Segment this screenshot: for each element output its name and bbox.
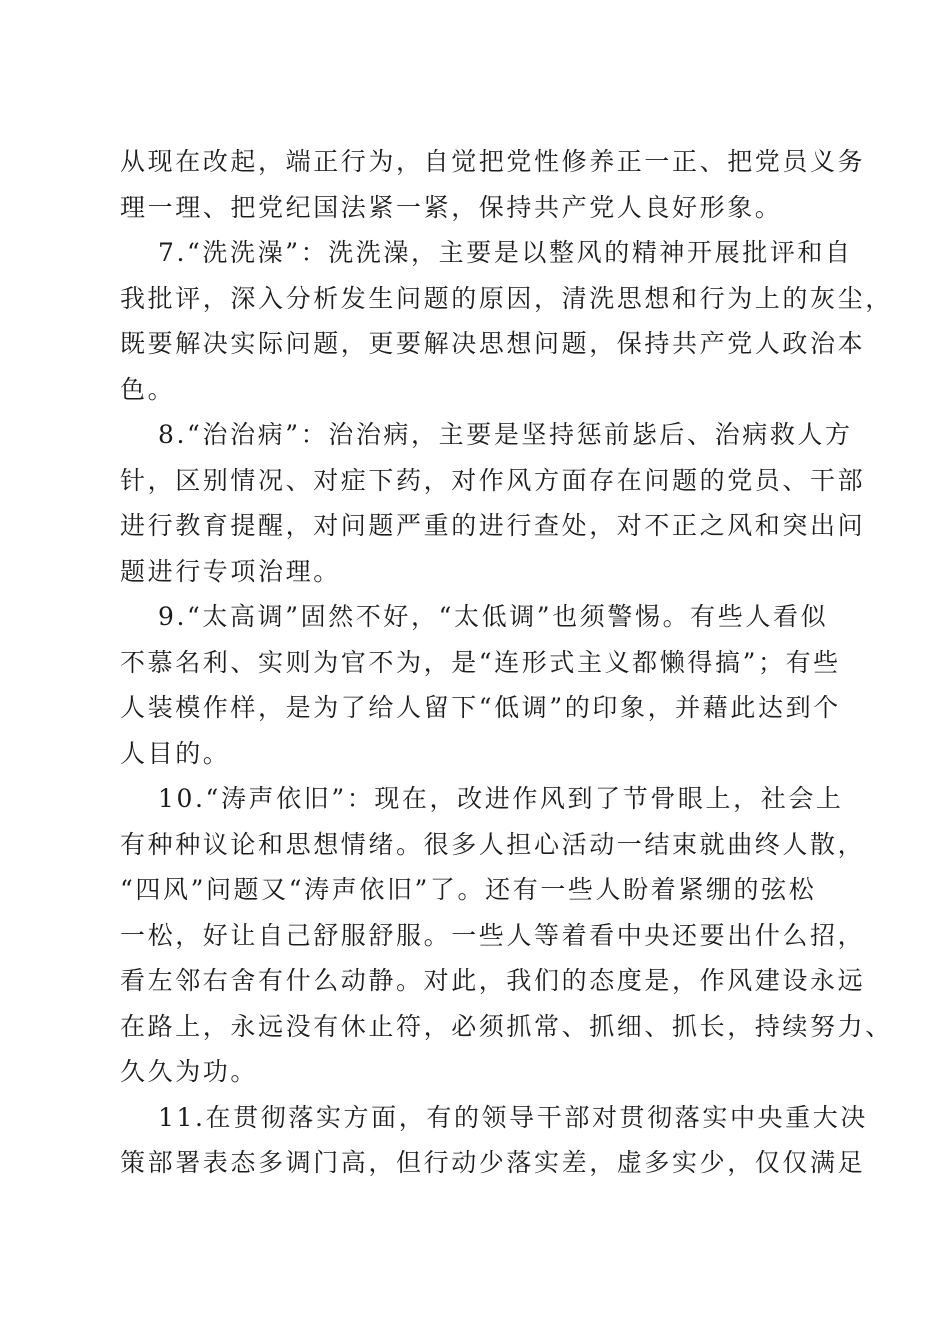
text-line: 理一理、把党纪国法紧一紧，保持共产党人良好形象。 (120, 193, 783, 222)
text-line: 进行教育提醒，对问题严重的进行查处，对不正之风和突出问 (120, 511, 866, 540)
paragraph-first-line: 8.“治治病”：治治病，主要是坚持惩前毖后、治病救人方 (158, 420, 853, 449)
text-line: 有种种议论和思想情绪。很多人担心活动一结束就曲终人散， (120, 830, 866, 859)
text-line: 不慕名利、实则为官不为，是“连形式主义都懒得搞”；有些 (120, 648, 841, 677)
text-line: 题进行专项治理。 (120, 557, 341, 586)
paragraph-first-line: 11.在贯彻落实方面，有的领导干部对贯彻落实中央重大决 (158, 1103, 868, 1132)
paragraph-first-line: 10.“涛声依旧”：现在，改进作风到了节骨眼上，社会上 (158, 784, 844, 813)
text-line: 策部署表态多调门高，但行动少落实差，虚多实少，仅仅满足 (120, 1148, 866, 1177)
paragraph-first-line: 9.“太高调”固然不好，“太低调”也须警惕。有些人看似 (158, 602, 829, 631)
text-line: “四风”问题又“涛声依旧”了。还有一些人盼着紧绷的弦松 (120, 875, 817, 904)
text-line: 一松，好让自己舒服舒服。一些人等着看中央还要出什么招， (120, 921, 866, 950)
text-line: 人装模作样，是为了给人留下“低调”的印象，并藉此达到个 (120, 693, 841, 722)
text-line: 针，区别情况、对症下药，对作风方面存在问题的党员、干部 (120, 466, 866, 495)
text-line: 我批评，深入分析发生问题的原因，清洗思想和行为上的灰尘， (120, 284, 893, 313)
paragraph-first-line: 7.“洗洗澡”：洗洗澡，主要是以整风的精神开展批评和自 (158, 238, 853, 267)
text-line: 在路上，永远没有休止符，必须抓常、抓细、抓长，持续努力、 (120, 1012, 893, 1041)
text-line: 既要解决实际问题，更要解决思想问题，保持共产党人政治本 (120, 329, 866, 358)
text-line: 人目的。 (120, 739, 231, 768)
text-line: 久久为功。 (120, 1057, 259, 1086)
text-line: 看左邻右舍有什么动静。对此，我们的态度是，作风建设永远 (120, 966, 866, 995)
text-line: 从现在改起，端正行为，自觉把党性修养正一正、把党员义务 (120, 147, 866, 176)
text-line: 色。 (120, 375, 176, 404)
